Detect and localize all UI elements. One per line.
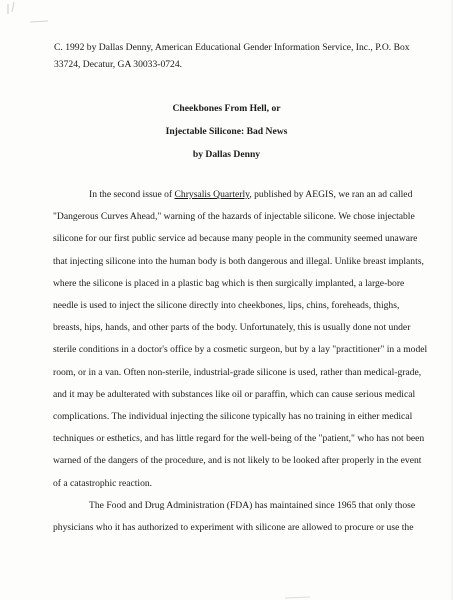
copyright-line-2: 33724, Decatur, GA 30033-0724. — [54, 59, 183, 70]
paragraph-line: and it may be adulterated with substances like oil or paraffin, which can cause serious medical — [53, 388, 416, 400]
article-byline: by Dallas Denny — [192, 149, 261, 160]
paragraph-line: sterile conditions in a doctor's office by a cosmetic surgeon, but by a lay "practitioner" in a model — [53, 344, 428, 356]
paragraph-line: that injecting silicone into the human body is both dangerous and illegal. Unlike breast implants, — [53, 255, 424, 267]
text-run: , published by AEGIS, we ran an ad called — [249, 189, 413, 200]
paragraph-line: of a catastrophic reaction. — [53, 477, 153, 489]
scan-smudge-mark — [0, 0, 60, 30]
copyright-line-1: C. 1992 by Dallas Denny, American Educational Gender Information Service, Inc., P.O. Box — [54, 42, 410, 53]
paragraph-line: room, or in a van. Often non-sterile, industrial-grade silicone is used, rather than medical-grade, — [53, 366, 422, 378]
paragraph-line: techniques or esthetics, and has little regard for the well-being of the "patient," who has not been — [53, 433, 425, 445]
copyright-notice — [54, 39, 429, 73]
paragraph-2 — [53, 495, 430, 539]
paragraph-line: breasts, hips, hands, and other parts of the body. Unfortunately, this is usually done not under — [53, 322, 411, 334]
paragraph-line: where the silicone is placed in a plastic bag which is then surgically implanted, a large-bore — [53, 277, 405, 289]
scan-bottom-smudge — [0, 592, 453, 600]
paragraph-1 — [53, 184, 430, 495]
publication-title: Chrysalis Quarterly — [174, 189, 250, 200]
article-subtitle: Injectable Silicone: Bad News — [165, 126, 288, 137]
paragraph-line: silicone for our first public service ad because many people in the community seemed unaware — [53, 233, 418, 245]
paragraph-line — [53, 184, 430, 206]
article-title: Cheekbones From Hell, or — [172, 103, 281, 114]
paragraph-line: complications. The individual injecting the silicone typically has no training in either medical — [53, 411, 413, 423]
paragraph-line: needle is used to inject the silicone directly into cheekbones, lips, chins, foreheads, thighs, — [53, 300, 400, 312]
paragraph-line: The Food and Drug Administration (FDA) has maintained since 1965 that only those — [89, 499, 416, 511]
paragraph-line: warned of the dangers of the procedure, and is not likely to be looked after properly in the event — [53, 455, 422, 467]
paragraph-line: "Dangerous Curves Ahead," warning of the hazards of injectable silicone. We chose injectable — [53, 211, 415, 223]
article-body — [53, 184, 430, 539]
text-run: In the second issue of — [89, 189, 175, 200]
paragraph-line: physicians who it has authorized to experiment with silicone are allowed to procure or use the — [53, 522, 414, 534]
